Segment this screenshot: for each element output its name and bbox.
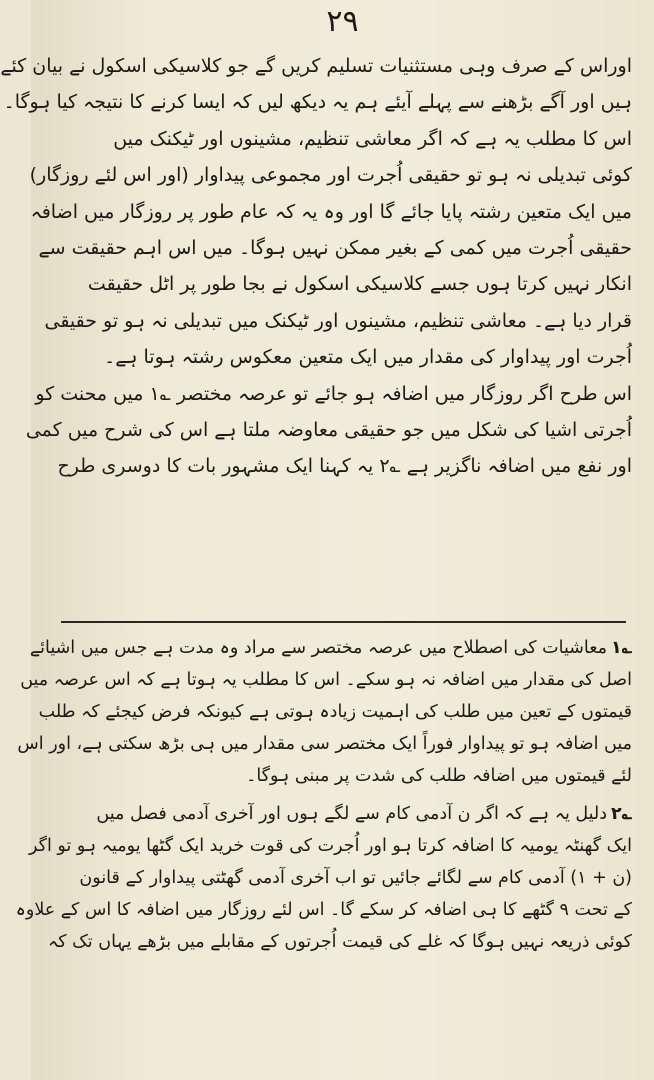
footnote-text: دلیل یہ ہے کہ اگر ن آدمی کام سے لگے ہوں اور آخری آدمی فصل میں [96,804,608,824]
body-line: ہیں اور آگے بڑھنے سے پہلے آیئے ہم یہ دیکھ لیں کہ ایسا کرنے کا نتیجہ کیا ہوگا۔ [3,91,632,114]
page-number: ۲۹ [326,4,359,39]
body-line: اس طرح اگر روزگار میں اضافہ ہو جائے تو عرصہ مختصر ؎۱ میں محنت کو [35,382,632,405]
footnote-line: میں اضافہ ہو تو پیداوار فوراً ایک مختصر سی مقدار میں ہی بڑھ سکتی ہے، اور اس [17,734,632,754]
body-line: اور نفع میں اضافہ ناگزیر ہے ؎۲ یہ کہنا ایک مشہور بات کا دوسری طرح [57,455,632,478]
body-line: انکار نہیں کرتا ہوں جسے کلاسیکی اسکول نے بجا طور پر اٹل حقیقت [87,273,632,296]
body-line: کوئی تبدیلی نہ ہو تو حقیقی اُجرت اور مجموعی پیداوار (اور اس لئے روزگار) [29,164,632,187]
main-text [0,48,632,485]
footnote-line: قیمتوں کے تعین میں طلب کی اہمیت زیادہ ہوتی ہے کیونکہ فرض کیجئے کہ طلب [38,702,632,722]
body-line: حقیقی اُجرت میں کمی کے بغیر ممکن نہیں ہوگا۔ میں اس اہم حقیقت سے [38,236,632,259]
footnote-marker: ؎۲ [611,804,632,824]
footnote-line: اصل کی مقدار میں اضافہ نہ ہو سکے۔ اس کا مطلب یہ ہوتا ہے کہ اس عرصہ میں [20,670,632,690]
footnote-line: ایک گھنٹہ یومیہ کا اضافہ کرتا ہو اور اُجرت کی قوت خرید ایک گٹھا یومیہ ہو تو اگر [29,836,632,856]
body-line: اُجرت اور پیداوار کی مقدار میں ایک متعین معکوس رشتہ ہوتا ہے۔ [104,346,632,369]
body-line: اوراس کے صرف وہی مستثنیات تسلیم کریں گے جو کلاسیکی اسکول نے بیان کئے [0,55,632,77]
footnote-divider [61,621,626,623]
body-line: اس کا مطلب یہ ہے کہ اگر معاشی تنظیم، مشینوں اور ٹیکنک میں [113,127,632,150]
footnote-marker: ؎۱ [611,638,632,658]
footnote-text: معاشیات کی اصطلاح میں عرصہ مختصر سے مراد وہ مدت ہے جس میں اشیائے [29,638,608,658]
footnote-2 [15,798,632,958]
footnotes [15,632,632,958]
footnote-line: کوئی ذریعہ نہیں ہوگا کہ غلے کی قیمت اُجرتوں کے مقابلے میں بڑھے یہاں تک کہ [48,932,632,952]
footnote-line: کے تحت ۹ گٹھے کا ہی اضافہ کر سکے گا۔ اس لئے روزگار میں اضافہ کا اس کے علاوہ [15,900,632,920]
body-line: قرار دیا ہے۔ معاشی تنظیم، مشینوں اور ٹیکنک میں تبدیلی نہ ہو تو حقیقی [44,309,632,332]
body-line: میں ایک متعین رشتہ پایا جائے گا اور وہ یہ کہ عام طور پر روزگار میں اضافہ [30,200,632,223]
footnote-line [29,632,632,664]
footnote-line: لئے قیمتوں میں اضافہ طلب کی شدت پر مبنی ہوگا۔ [246,766,632,786]
body-line: اُجرتی اشیا کی شکل میں جو حقیقی معاوضہ ملتا ہے اس کی شرح میں کمی [25,418,632,441]
footnote-1 [17,632,632,792]
footnote-line: (ن + ۱) آدمی کام سے لگائے جائیں تو اب آخری آدمی گھٹتی پیداوار کے قانون [79,868,632,888]
footnote-line [49,798,632,830]
